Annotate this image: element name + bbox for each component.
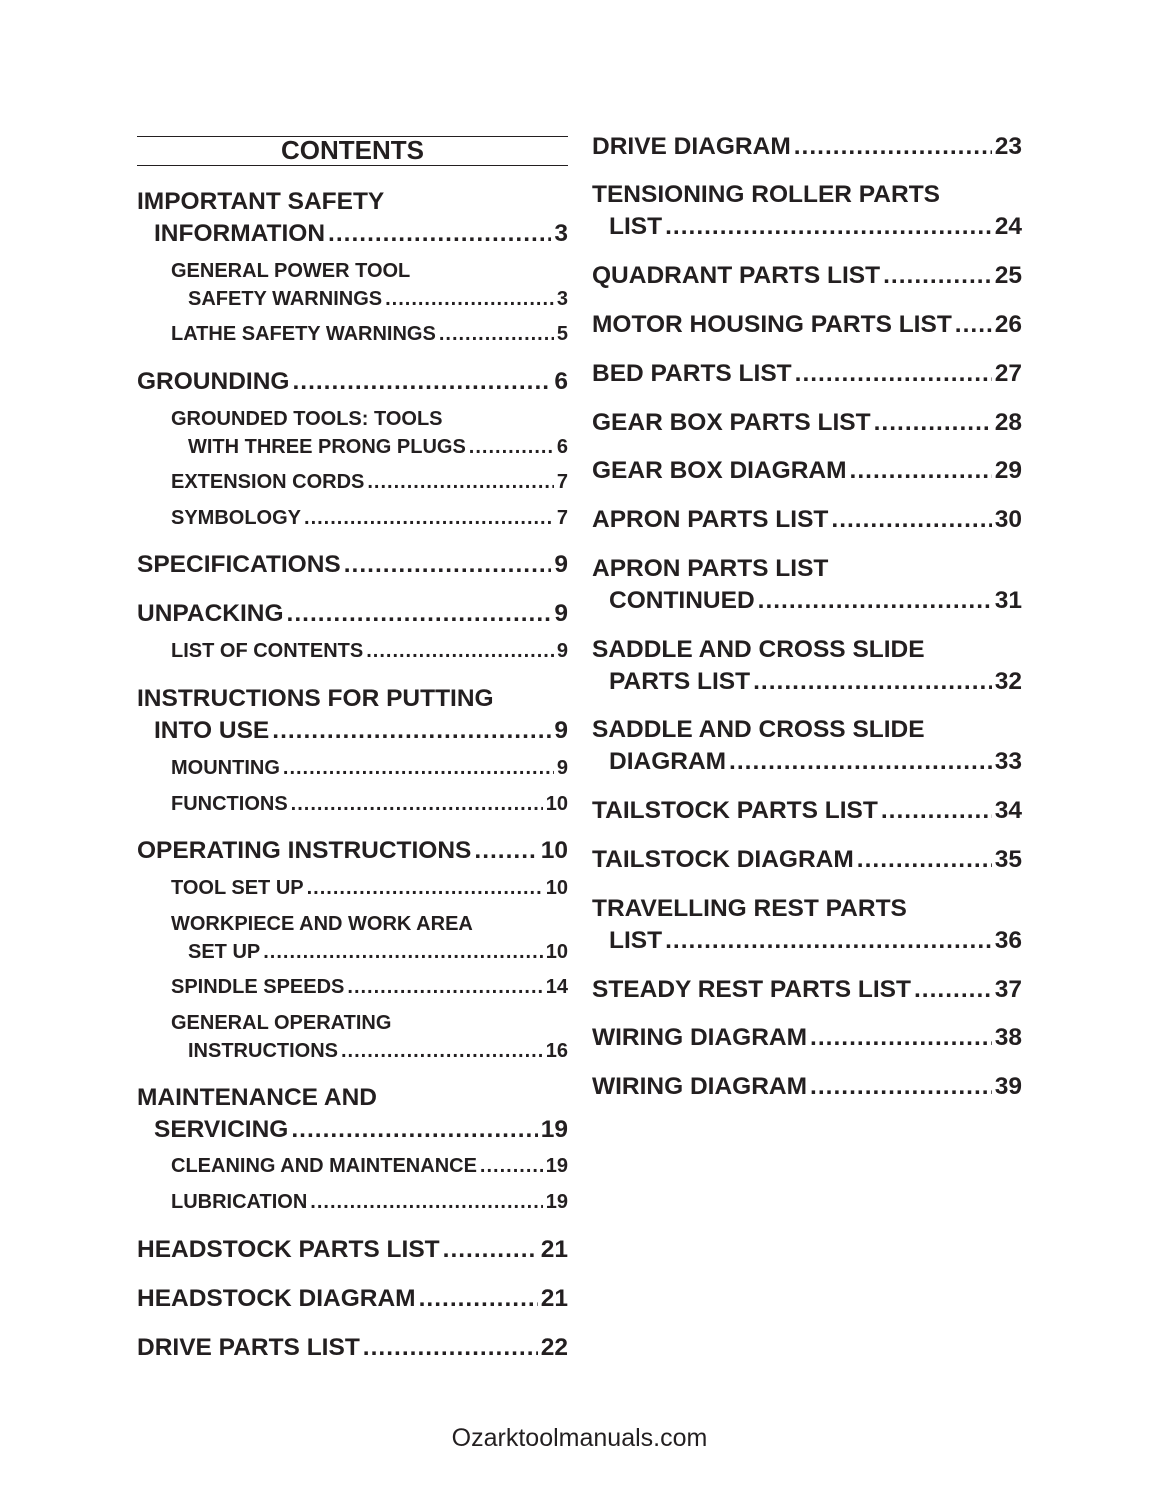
toc-leader-dots xyxy=(469,433,554,461)
toc-entry-bed-parts-list[interactable] xyxy=(592,358,1022,390)
toc-entry-instructions-for-putting-into-use[interactable] xyxy=(137,683,568,747)
toc-entry-title: WIRING DIAGRAM xyxy=(592,1073,808,1100)
toc-leader-dots xyxy=(758,585,992,617)
toc-page-number: 33 xyxy=(994,748,1022,775)
toc-leader-dots xyxy=(753,666,992,698)
toc-leader-dots xyxy=(831,504,991,536)
toc-entry-title-cont: DIAGRAM xyxy=(609,748,727,775)
toc-entry-title-cont: SET UP xyxy=(188,941,261,963)
toc-leader-dots xyxy=(729,746,992,778)
toc-page-number: 10 xyxy=(540,837,568,864)
toc-entry-list-of-contents[interactable] xyxy=(137,637,568,665)
toc-entry-title: GENERAL OPERATING xyxy=(171,1012,392,1034)
toc-page-number: 34 xyxy=(994,797,1022,824)
toc-entry-title: TENSIONING ROLLER PARTS xyxy=(592,181,941,208)
toc-entry-specifications[interactable] xyxy=(137,549,568,581)
toc-leader-dots xyxy=(881,795,992,827)
toc-leader-dots xyxy=(857,844,992,876)
toc-page-number: 16 xyxy=(545,1040,568,1062)
toc-leader-dots xyxy=(385,285,554,313)
toc-entry-wiring-diagram-39[interactable] xyxy=(592,1071,1022,1103)
toc-entry-tensioning-roller-parts-list[interactable] xyxy=(592,179,1022,243)
toc-entry-title: IMPORTANT SAFETY xyxy=(137,188,385,215)
toc-entry-title-cont: INTO USE xyxy=(154,717,270,744)
toc-page-number: 10 xyxy=(545,877,568,899)
toc-entry-title: SADDLE AND CROSS SLIDE xyxy=(592,716,925,743)
toc-page-number: 37 xyxy=(994,976,1022,1003)
toc-entry-travelling-rest-parts-list[interactable] xyxy=(592,893,1022,957)
toc-page-number: 26 xyxy=(994,311,1022,338)
toc-entry-gear-box-diagram[interactable] xyxy=(592,455,1022,487)
toc-entry-spindle-speeds[interactable] xyxy=(137,973,568,1001)
toc-entry-title: SPINDLE SPEEDS xyxy=(171,976,345,998)
toc-entry-grounding[interactable] xyxy=(137,366,568,398)
toc-leader-dots xyxy=(810,1022,992,1054)
toc-page-number: 7 xyxy=(556,507,568,529)
toc-entry-title: LATHE SAFETY WARNINGS xyxy=(171,323,436,345)
toc-page-number: 19 xyxy=(545,1191,568,1213)
toc-leader-dots xyxy=(794,131,992,163)
toc-entry-title: TOOL SET UP xyxy=(171,877,304,899)
toc-leader-dots xyxy=(795,358,992,390)
toc-leader-dots xyxy=(283,754,554,782)
toc-page-number: 23 xyxy=(994,133,1022,160)
toc-page-number: 9 xyxy=(554,600,568,627)
toc-leader-dots xyxy=(366,637,554,665)
toc-page-number: 5 xyxy=(556,323,568,345)
toc-page-number: 21 xyxy=(540,1236,568,1263)
toc-leader-dots xyxy=(307,874,543,902)
toc-entry-title: GENERAL POWER TOOL xyxy=(171,260,411,282)
toc-leader-dots xyxy=(292,366,551,398)
toc-entry-title: HEADSTOCK DIAGRAM xyxy=(137,1285,416,1312)
toc-leader-dots xyxy=(291,790,543,818)
toc-entry-title: DRIVE PARTS LIST xyxy=(137,1334,360,1361)
toc-entry-general-operating-instructions[interactable] xyxy=(137,1009,568,1065)
toc-leader-dots xyxy=(474,835,537,867)
toc-entry-title: GROUNDED TOOLS: TOOLS xyxy=(171,408,443,430)
toc-entry-title: BED PARTS LIST xyxy=(592,360,792,387)
toc-entry-title: UNPACKING xyxy=(137,600,284,627)
toc-leader-dots xyxy=(263,938,543,966)
toc-entry-steady-rest-parts-list[interactable] xyxy=(592,974,1022,1006)
toc-entry-title: APRON PARTS LIST xyxy=(592,555,829,582)
toc-entry-general-power-tool-safety[interactable] xyxy=(137,257,568,313)
toc-entry-headstock-diagram[interactable] xyxy=(137,1283,568,1315)
toc-leader-dots xyxy=(363,1332,538,1364)
toc-entry-title: WORKPIECE AND WORK AREA xyxy=(171,913,473,935)
toc-entry-wiring-diagram-38[interactable] xyxy=(592,1022,1022,1054)
footer-website: Ozarktoolmanuals.com xyxy=(451,1424,708,1452)
toc-entry-title-cont: PARTS LIST xyxy=(609,668,751,695)
toc-entry-title-cont: INFORMATION xyxy=(154,220,326,247)
toc-leader-dots xyxy=(914,974,992,1006)
toc-entry-title: QUADRANT PARTS LIST xyxy=(592,262,881,289)
toc-entry-title: GEAR BOX DIAGRAM xyxy=(592,457,847,484)
toc-entry-title-cont: CONTINUED xyxy=(609,587,755,614)
toc-leader-dots xyxy=(810,1071,992,1103)
toc-entry-title: TRAVELLING REST PARTS xyxy=(592,895,907,922)
toc-page-number: 25 xyxy=(994,262,1022,289)
toc-leader-dots xyxy=(344,549,552,581)
toc-entry-title: SYMBOLOGY xyxy=(171,507,302,529)
toc-entry-saddle-cross-slide-diagram[interactable] xyxy=(592,714,1022,778)
toc-page-number: 10 xyxy=(545,941,568,963)
toc-entry-tailstock-diagram[interactable] xyxy=(592,844,1022,876)
toc-page-number: 39 xyxy=(994,1073,1022,1100)
toc-page-number: 30 xyxy=(994,506,1022,533)
toc-page-number: 29 xyxy=(994,457,1022,484)
toc-entry-title: DRIVE DIAGRAM xyxy=(592,133,791,160)
toc-entry-workpiece-and-work-area[interactable] xyxy=(137,910,568,966)
toc-entry-title-cont: LIST xyxy=(609,213,663,240)
toc-page-number: 9 xyxy=(554,551,568,578)
toc-entry-title-cont: INSTRUCTIONS xyxy=(188,1040,338,1062)
toc-entry-title: TAILSTOCK PARTS LIST xyxy=(592,797,878,824)
toc-entry-title: GROUNDING xyxy=(137,368,290,395)
toc-page-number: 7 xyxy=(556,471,568,493)
toc-page-number: 32 xyxy=(994,668,1022,695)
toc-leader-dots xyxy=(480,1152,543,1180)
toc-entry-mounting[interactable] xyxy=(137,754,568,782)
toc-leader-dots xyxy=(341,1037,543,1065)
toc-entry-tool-set-up[interactable] xyxy=(137,874,568,902)
toc-entry-title-cont: SAFETY WARNINGS xyxy=(188,288,383,310)
toc-entry-title-cont: WITH THREE PRONG PLUGS xyxy=(188,436,466,458)
toc-entry-unpacking[interactable] xyxy=(137,598,568,630)
toc-page-number: 21 xyxy=(540,1285,568,1312)
toc-entry-title: TAILSTOCK DIAGRAM xyxy=(592,846,854,873)
contents-title: CONTENTS xyxy=(137,136,568,166)
toc-page-number: 24 xyxy=(994,213,1022,240)
toc-leader-dots xyxy=(665,211,992,243)
toc-leader-dots xyxy=(955,309,992,341)
toc-entry-apron-parts-list-continued[interactable] xyxy=(592,553,1022,617)
toc-entry-title: FUNCTIONS xyxy=(171,793,288,815)
toc-entry-title-cont: LIST xyxy=(609,927,663,954)
toc-entry-title: APRON PARTS LIST xyxy=(592,506,829,533)
toc-leader-dots xyxy=(439,320,554,348)
toc-page-number: 6 xyxy=(554,368,568,395)
toc-page-number: 36 xyxy=(994,927,1022,954)
toc-entry-title: OPERATING INSTRUCTIONS xyxy=(137,837,472,864)
toc-entry-tailstock-parts-list[interactable] xyxy=(592,795,1022,827)
toc-page-number: 31 xyxy=(994,587,1022,614)
toc-page-number: 9 xyxy=(556,640,568,662)
toc-entry-cleaning-and-maintenance[interactable] xyxy=(137,1152,568,1180)
toc-entry-title: WIRING DIAGRAM xyxy=(592,1024,808,1051)
toc-page-number: 9 xyxy=(554,717,568,744)
toc-leader-dots xyxy=(367,468,554,496)
toc-entry-title: MOUNTING xyxy=(171,757,280,779)
toc-leader-dots xyxy=(347,973,542,1001)
toc-entry-title: CLEANING AND MAINTENANCE xyxy=(171,1155,477,1177)
toc-entry-title: HEADSTOCK PARTS LIST xyxy=(137,1236,440,1263)
toc-page-number: 10 xyxy=(545,793,568,815)
toc-entry-gear-box-parts-list[interactable] xyxy=(592,407,1022,439)
toc-page-number: 14 xyxy=(545,976,568,998)
toc-page-number: 22 xyxy=(540,1334,568,1361)
toc-entry-lubrication[interactable] xyxy=(137,1188,568,1216)
toc-entry-title: GEAR BOX PARTS LIST xyxy=(592,409,871,436)
toc-entry-title: INSTRUCTIONS FOR PUTTING xyxy=(137,685,494,712)
toc-page-number: 9 xyxy=(556,757,568,779)
toc-entry-title: EXTENSION CORDS xyxy=(171,471,365,493)
toc-entry-functions[interactable] xyxy=(137,790,568,818)
toc-page-number: 3 xyxy=(556,288,568,310)
toc-leader-dots xyxy=(850,455,992,487)
toc-page-number: 19 xyxy=(540,1116,568,1143)
toc-entry-lathe-safety-warnings[interactable] xyxy=(137,320,568,348)
toc-page-number: 3 xyxy=(554,220,568,247)
toc-entry-maintenance-and-servicing[interactable] xyxy=(137,1082,568,1146)
toc-leader-dots xyxy=(443,1234,538,1266)
toc-page-number: 6 xyxy=(556,436,568,458)
toc-entry-title: SADDLE AND CROSS SLIDE xyxy=(592,636,925,663)
toc-entry-important-safety-information[interactable] xyxy=(137,186,568,250)
toc-entry-saddle-cross-slide-parts-list[interactable] xyxy=(592,634,1022,698)
toc-leader-dots xyxy=(287,598,552,630)
toc-leader-dots xyxy=(665,925,992,957)
toc-entry-title: MOTOR HOUSING PARTS LIST xyxy=(592,311,952,338)
toc-entry-title: LIST OF CONTENTS xyxy=(171,640,364,662)
toc-page-number: 28 xyxy=(994,409,1022,436)
toc-leader-dots xyxy=(883,260,992,292)
toc-entry-operating-instructions[interactable] xyxy=(137,835,568,867)
toc-leader-dots xyxy=(419,1283,538,1315)
toc-leader-dots xyxy=(328,218,551,250)
toc-entry-apron-parts-list[interactable] xyxy=(592,504,1022,536)
toc-entry-symbology[interactable] xyxy=(137,504,568,532)
toc-page-number: 27 xyxy=(994,360,1022,387)
toc-leader-dots xyxy=(272,715,551,747)
toc-entry-drive-diagram[interactable] xyxy=(592,131,1022,163)
toc-entry-grounded-tools[interactable] xyxy=(137,405,568,461)
toc-entry-title: MAINTENANCE AND xyxy=(137,1084,377,1111)
toc-entry-title-cont: SERVICING xyxy=(154,1116,289,1143)
toc-page-number: 38 xyxy=(994,1024,1022,1051)
toc-entry-title: LUBRICATION xyxy=(171,1191,308,1213)
toc-entry-motor-housing-parts-list[interactable] xyxy=(592,309,1022,341)
toc-entry-drive-parts-list[interactable] xyxy=(137,1332,568,1364)
toc-leader-dots xyxy=(310,1188,542,1216)
toc-page-number: 35 xyxy=(994,846,1022,873)
toc-entry-headstock-parts-list[interactable] xyxy=(137,1234,568,1266)
toc-entry-title: STEADY REST PARTS LIST xyxy=(592,976,911,1003)
toc-entry-quadrant-parts-list[interactable] xyxy=(592,260,1022,292)
toc-leader-dots xyxy=(874,407,992,439)
toc-page-number: 19 xyxy=(545,1155,568,1177)
toc-entry-extension-cords[interactable] xyxy=(137,468,568,496)
toc-leader-dots xyxy=(304,504,554,532)
toc-leader-dots xyxy=(291,1114,537,1146)
toc-entry-title: SPECIFICATIONS xyxy=(137,551,341,578)
